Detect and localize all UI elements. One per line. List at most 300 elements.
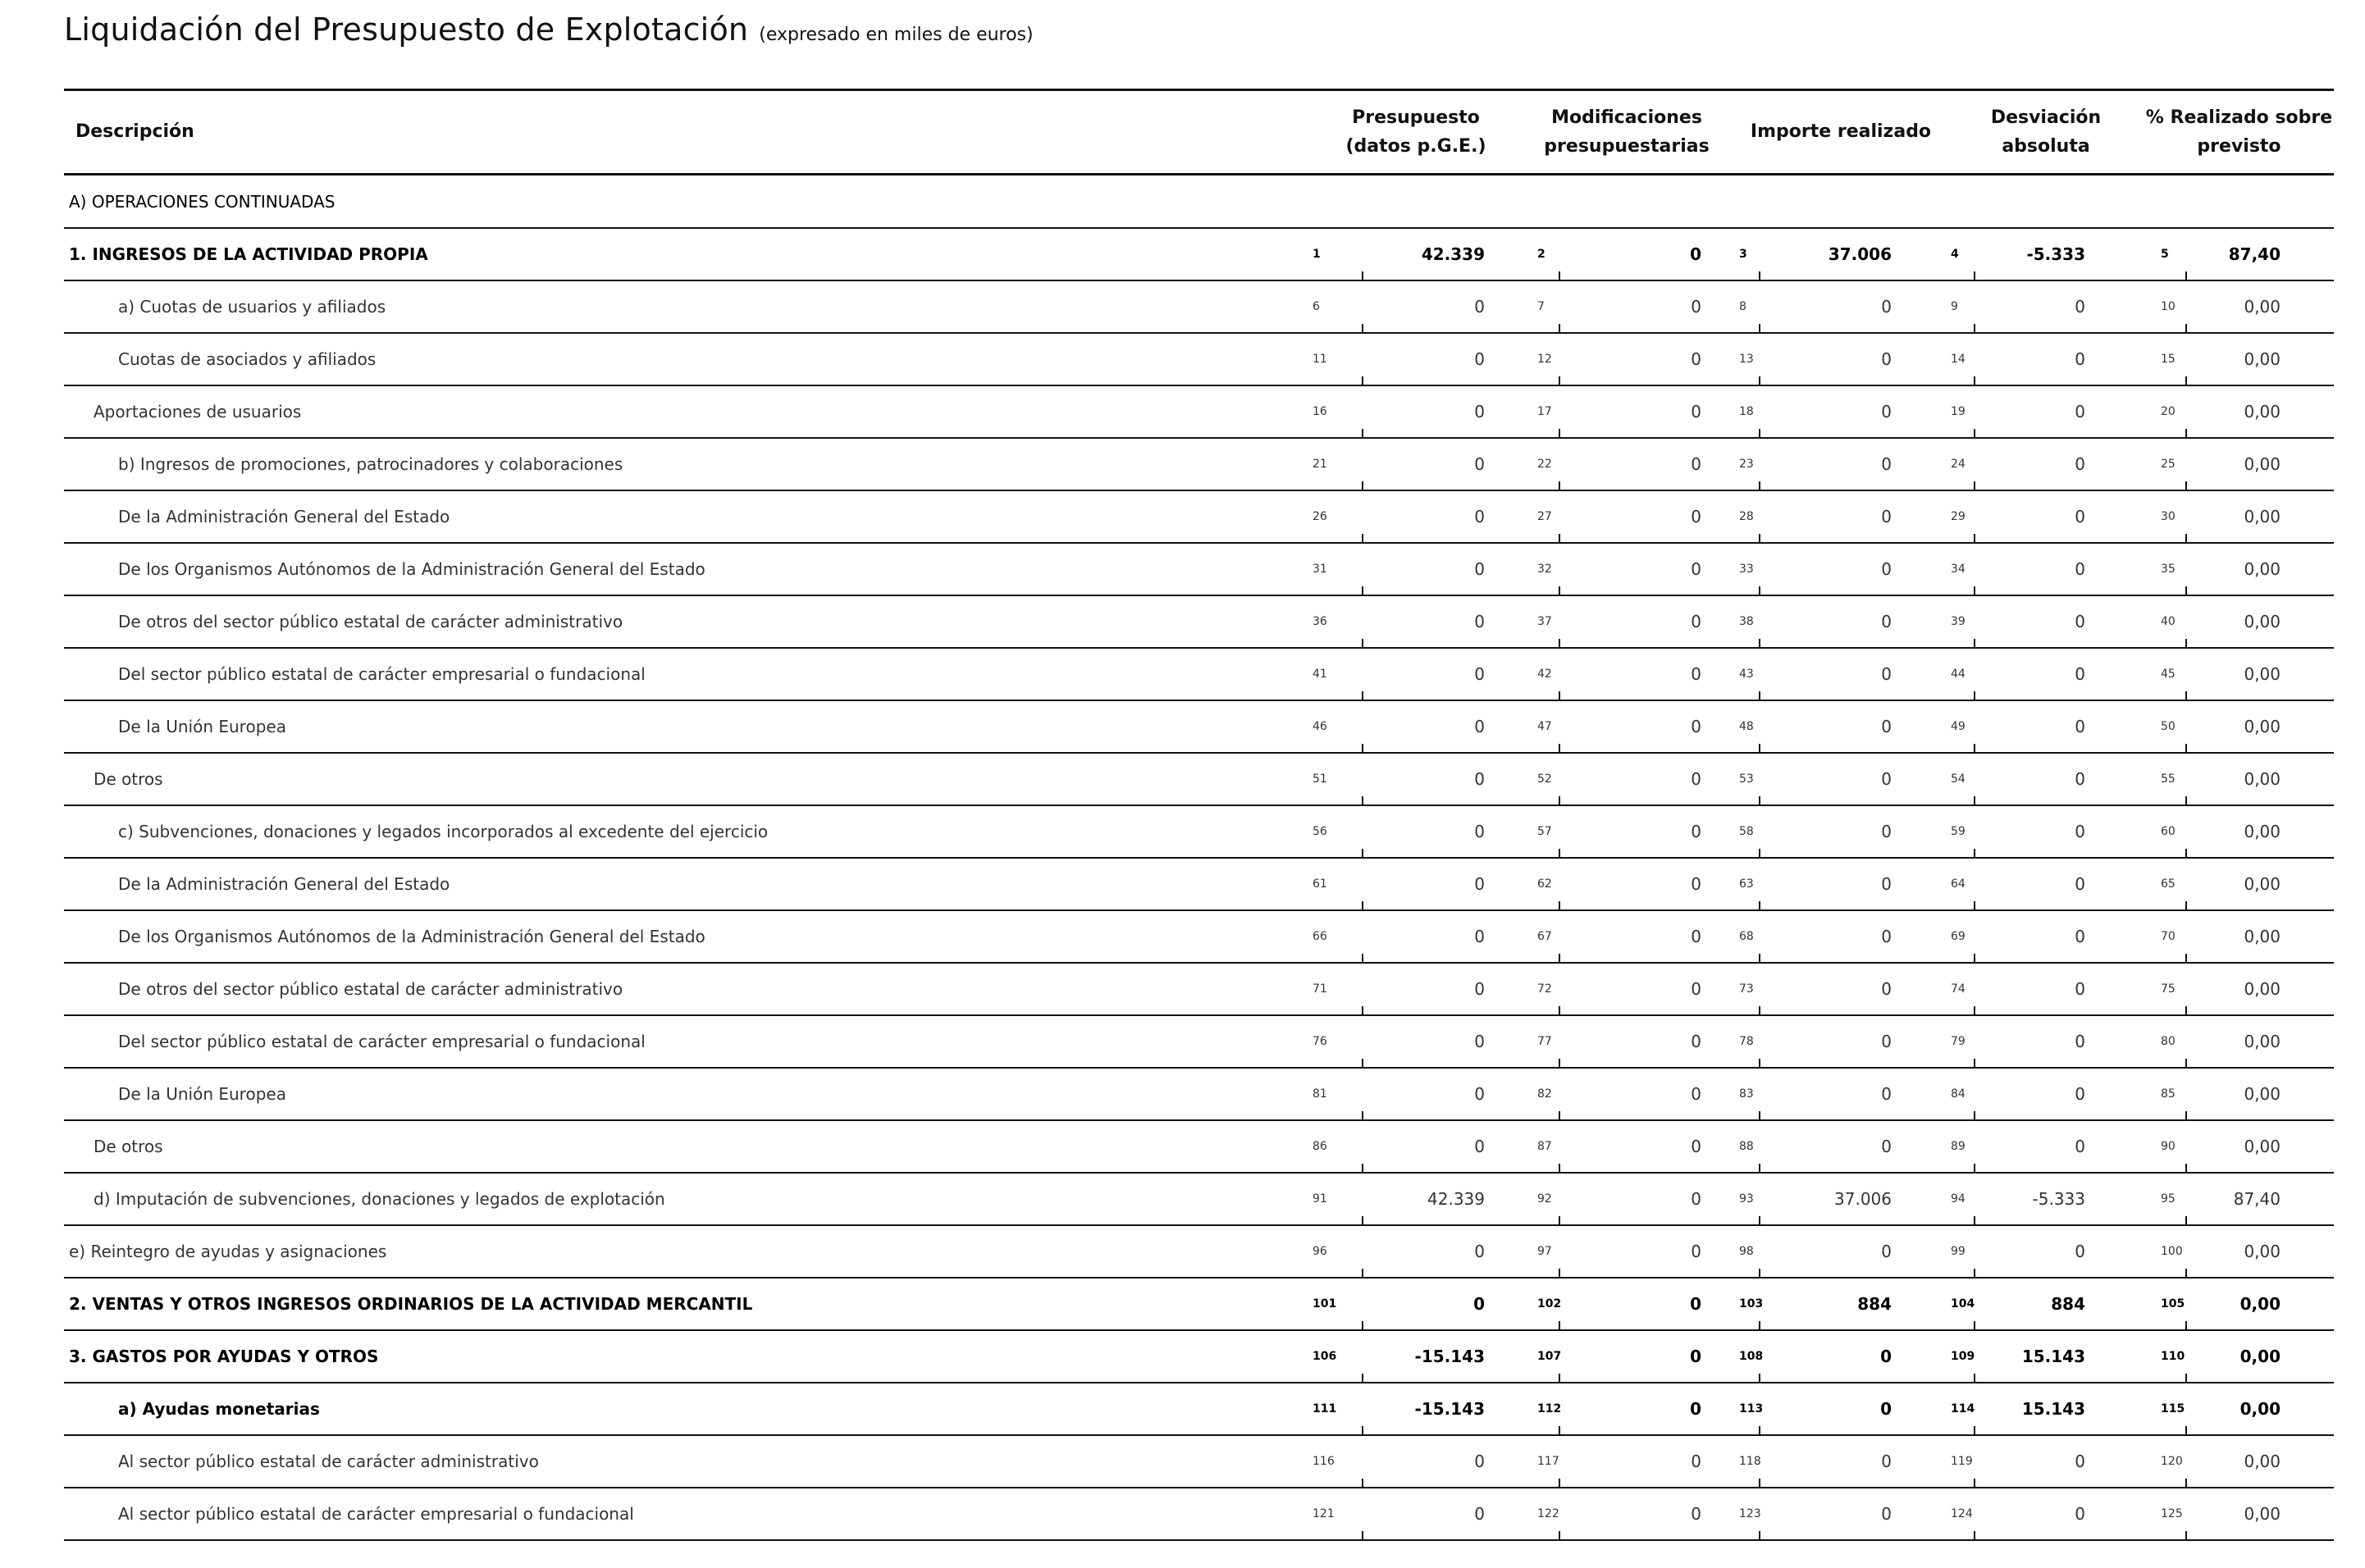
cell-value: 0 bbox=[1474, 1452, 1485, 1471]
cell-ref-number: 119 bbox=[1951, 1455, 1973, 1468]
cell-value: 0 bbox=[1474, 297, 1485, 317]
cell-value: 0 bbox=[1474, 507, 1485, 526]
cell-value: 0 bbox=[1881, 402, 1892, 422]
cell-ref-number: 26 bbox=[1313, 510, 1327, 523]
cell-divider bbox=[2185, 429, 2187, 439]
cell-value: 0 bbox=[2075, 454, 2085, 474]
cell-value: 0 bbox=[1474, 1084, 1485, 1104]
cell-value: 884 bbox=[2051, 1294, 2085, 1314]
cell-ref-number: 60 bbox=[2161, 825, 2176, 838]
cell-ref-number: 99 bbox=[1951, 1245, 1966, 1258]
cell-value: 0 bbox=[1691, 1084, 1701, 1104]
row-description: 3. GASTOS POR AYUDAS Y OTROS bbox=[69, 1347, 379, 1366]
cell-value: 0 bbox=[1474, 559, 1485, 579]
cell-ref-number: 124 bbox=[1951, 1507, 1973, 1520]
cell-divider bbox=[1559, 901, 1560, 911]
header-pct bbox=[2144, 91, 2334, 173]
table-row bbox=[64, 754, 2334, 806]
table-row bbox=[64, 964, 2334, 1016]
cell-divider bbox=[1759, 639, 1760, 649]
cell-divider bbox=[1759, 324, 1760, 334]
cell-divider bbox=[1559, 324, 1560, 334]
cell-value: 0 bbox=[1691, 559, 1701, 579]
table-row bbox=[64, 1279, 2334, 1331]
cell-ref-number: 78 bbox=[1739, 1035, 1754, 1048]
cell-ref-number: 93 bbox=[1739, 1192, 1754, 1206]
cell-ref-number: 47 bbox=[1537, 720, 1552, 733]
cell-divider bbox=[1362, 796, 1363, 806]
cell-ref-number: 38 bbox=[1739, 615, 1754, 628]
cell-value: 0 bbox=[1881, 507, 1892, 526]
cell-divider bbox=[1974, 429, 1975, 439]
cell-ref-number: 55 bbox=[2161, 773, 2176, 786]
cell-divider bbox=[1759, 1426, 1760, 1436]
cell-value: 0 bbox=[1474, 1242, 1485, 1261]
cell-ref-number: 44 bbox=[1951, 668, 1966, 681]
cell-value: 0 bbox=[1881, 1084, 1892, 1104]
cell-ref-number: 109 bbox=[1951, 1350, 1975, 1363]
cell-value: 37.006 bbox=[1834, 1189, 1892, 1209]
cell-divider bbox=[1974, 796, 1975, 806]
cell-ref-number: 33 bbox=[1739, 563, 1754, 576]
cell-divider bbox=[2185, 1111, 2187, 1121]
row-description: a) Ayudas monetarias bbox=[118, 1399, 320, 1419]
cell-ref-number: 98 bbox=[1739, 1245, 1754, 1258]
cell-value: 0 bbox=[1474, 769, 1485, 789]
cell-divider bbox=[1974, 1269, 1975, 1279]
cell-value: 0,00 bbox=[2244, 507, 2281, 526]
cell-divider bbox=[1759, 1269, 1760, 1279]
cell-value: 0,00 bbox=[2244, 979, 2281, 999]
table-row bbox=[64, 1331, 2334, 1383]
table-row bbox=[64, 649, 2334, 701]
cell-ref-number: 5 bbox=[2161, 248, 2169, 261]
cell-value: 0 bbox=[1881, 349, 1892, 369]
table-row bbox=[64, 176, 2334, 229]
cell-divider bbox=[2185, 744, 2187, 754]
cell-ref-number: 105 bbox=[2161, 1297, 2185, 1310]
cell-ref-number: 57 bbox=[1537, 825, 1552, 838]
cell-ref-number: 39 bbox=[1951, 615, 1966, 628]
cell-ref-number: 115 bbox=[2161, 1402, 2185, 1415]
cell-ref-number: 117 bbox=[1537, 1455, 1559, 1468]
cell-ref-number: 58 bbox=[1739, 825, 1754, 838]
cell-ref-number: 6 bbox=[1313, 300, 1320, 313]
cell-value: 0,00 bbox=[2244, 1084, 2281, 1104]
cell-divider bbox=[1759, 1531, 1760, 1541]
cell-divider bbox=[1362, 1216, 1363, 1226]
cell-divider bbox=[1362, 1164, 1363, 1174]
cell-value: 0 bbox=[1881, 927, 1892, 946]
cell-divider bbox=[1974, 1006, 1975, 1016]
cell-value: 87,40 bbox=[2228, 244, 2281, 264]
cell-value: 0 bbox=[2075, 822, 2085, 841]
cell-divider bbox=[1759, 481, 1760, 491]
table-row bbox=[64, 1069, 2334, 1121]
cell-value: 0,00 bbox=[2244, 874, 2281, 894]
cell-value: 0 bbox=[1691, 507, 1701, 526]
cell-value: 0 bbox=[1691, 927, 1701, 946]
cell-divider bbox=[1362, 691, 1363, 701]
cell-ref-number: 45 bbox=[2161, 668, 2176, 681]
cell-value: 0 bbox=[2075, 927, 2085, 946]
table-row bbox=[64, 544, 2334, 596]
cell-divider bbox=[1362, 271, 1363, 281]
cell-divider bbox=[1974, 691, 1975, 701]
cell-divider bbox=[1974, 901, 1975, 911]
cell-divider bbox=[2185, 1269, 2187, 1279]
cell-divider bbox=[1974, 1059, 1975, 1069]
cell-ref-number: 125 bbox=[2161, 1507, 2183, 1520]
cell-divider bbox=[2185, 639, 2187, 649]
cell-divider bbox=[1362, 586, 1363, 596]
cell-value: 0 bbox=[2075, 717, 2085, 736]
cell-divider bbox=[1759, 271, 1760, 281]
cell-ref-number: 67 bbox=[1537, 930, 1552, 943]
row-description: Del sector público estatal de carácter empresarial o fundacional bbox=[118, 664, 646, 684]
row-description: De otros del sector público estatal de carácter administrativo bbox=[118, 612, 623, 631]
cell-value: 0 bbox=[1691, 402, 1701, 422]
cell-value: 0,00 bbox=[2244, 454, 2281, 474]
cell-ref-number: 43 bbox=[1739, 668, 1754, 681]
table-row bbox=[64, 1121, 2334, 1174]
cell-divider bbox=[1559, 429, 1560, 439]
cell-value: 0,00 bbox=[2244, 1504, 2281, 1524]
cell-ref-number: 111 bbox=[1313, 1402, 1337, 1415]
cell-ref-number: 32 bbox=[1537, 563, 1552, 576]
cell-ref-number: 64 bbox=[1951, 877, 1966, 891]
title-subtitle: (expresado en miles de euros) bbox=[759, 25, 1034, 45]
cell-ref-number: 104 bbox=[1951, 1297, 1975, 1310]
cell-value: 0 bbox=[1691, 1242, 1701, 1261]
cell-ref-number: 81 bbox=[1313, 1087, 1327, 1101]
cell-value: 0 bbox=[1691, 454, 1701, 474]
cell-divider bbox=[1974, 954, 1975, 964]
cell-divider bbox=[1559, 534, 1560, 544]
cell-ref-number: 30 bbox=[2161, 510, 2176, 523]
row-description: De la Unión Europea bbox=[118, 717, 286, 736]
cell-divider bbox=[1759, 1111, 1760, 1121]
cell-ref-number: 34 bbox=[1951, 563, 1966, 576]
cell-ref-number: 122 bbox=[1537, 1507, 1559, 1520]
cell-ref-number: 76 bbox=[1313, 1035, 1327, 1048]
row-description: Al sector público estatal de carácter empresarial o fundacional bbox=[118, 1504, 634, 1524]
row-description: Cuotas de asociados y afiliados bbox=[118, 349, 377, 369]
table-row bbox=[64, 491, 2334, 544]
cell-ref-number: 65 bbox=[2161, 877, 2176, 891]
cell-value: 0 bbox=[1881, 1242, 1892, 1261]
cell-divider bbox=[1759, 744, 1760, 754]
table-row bbox=[64, 281, 2334, 334]
cell-divider bbox=[1362, 1059, 1363, 1069]
cell-divider bbox=[1362, 901, 1363, 911]
cell-divider bbox=[1974, 849, 1975, 859]
table-row bbox=[64, 439, 2334, 491]
cell-divider bbox=[1759, 376, 1760, 386]
cell-divider bbox=[2185, 901, 2187, 911]
cell-ref-number: 94 bbox=[1951, 1192, 1966, 1206]
cell-ref-number: 8 bbox=[1739, 300, 1746, 313]
cell-divider bbox=[1974, 1479, 1975, 1488]
cell-ref-number: 72 bbox=[1537, 982, 1552, 996]
cell-divider bbox=[1974, 639, 1975, 649]
cell-divider bbox=[1559, 1321, 1560, 1331]
cell-value: 0 bbox=[1691, 769, 1701, 789]
cell-divider bbox=[1559, 271, 1560, 281]
cell-divider bbox=[1974, 1164, 1975, 1174]
cell-divider bbox=[1759, 429, 1760, 439]
cell-value: 0 bbox=[2075, 1504, 2085, 1524]
cell-ref-number: 92 bbox=[1537, 1192, 1552, 1206]
cell-value: 0 bbox=[1474, 979, 1485, 999]
cell-divider bbox=[1759, 534, 1760, 544]
cell-ref-number: 121 bbox=[1313, 1507, 1335, 1520]
row-description: c) Subvenciones, donaciones y legados incorporados al excedente del ejercicio bbox=[118, 822, 769, 841]
cell-ref-number: 10 bbox=[2161, 300, 2176, 313]
cell-divider bbox=[2185, 1426, 2187, 1436]
cell-divider bbox=[2185, 1531, 2187, 1541]
cell-divider bbox=[1974, 744, 1975, 754]
cell-ref-number: 82 bbox=[1537, 1087, 1552, 1101]
cell-ref-number: 36 bbox=[1313, 615, 1327, 628]
cell-ref-number: 97 bbox=[1537, 1245, 1552, 1258]
table-row bbox=[64, 1174, 2334, 1226]
cell-ref-number: 96 bbox=[1313, 1245, 1327, 1258]
row-description: a) Cuotas de usuarios y afiliados bbox=[118, 297, 386, 317]
cell-divider bbox=[1362, 1006, 1363, 1016]
cell-value: 0,00 bbox=[2244, 612, 2281, 631]
cell-value: 0 bbox=[2075, 612, 2085, 631]
cell-ref-number: 31 bbox=[1313, 563, 1327, 576]
cell-ref-number: 27 bbox=[1537, 510, 1552, 523]
cell-ref-number: 61 bbox=[1313, 877, 1327, 891]
cell-divider bbox=[1559, 1006, 1560, 1016]
row-description: De la Unión Europea bbox=[118, 1084, 286, 1104]
header-pct-line2: previsto bbox=[2197, 136, 2281, 157]
cell-ref-number: 70 bbox=[2161, 930, 2176, 943]
table-row bbox=[64, 1016, 2334, 1069]
header-modif-line2: presupuestarias bbox=[1544, 136, 1710, 157]
cell-value: 0,00 bbox=[2244, 559, 2281, 579]
cell-ref-number: 91 bbox=[1313, 1192, 1327, 1206]
cell-divider bbox=[1974, 1531, 1975, 1541]
cell-value: 0 bbox=[2075, 1452, 2085, 1471]
cell-ref-number: 29 bbox=[1951, 510, 1966, 523]
cell-ref-number: 56 bbox=[1313, 825, 1327, 838]
cell-ref-number: 66 bbox=[1313, 930, 1327, 943]
cell-divider bbox=[1759, 796, 1760, 806]
header-modificaciones bbox=[1519, 91, 1734, 173]
cell-ref-number: 110 bbox=[2161, 1350, 2185, 1363]
cell-value: 0,00 bbox=[2244, 297, 2281, 317]
cell-divider bbox=[1559, 1059, 1560, 1069]
cell-value: 0 bbox=[1691, 1504, 1701, 1524]
cell-divider bbox=[2185, 481, 2187, 491]
cell-ref-number: 40 bbox=[2161, 615, 2176, 628]
cell-ref-number: 103 bbox=[1739, 1297, 1764, 1310]
cell-ref-number: 18 bbox=[1739, 405, 1754, 418]
cell-divider bbox=[1362, 534, 1363, 544]
cell-divider bbox=[1559, 1426, 1560, 1436]
cell-value: 0 bbox=[1881, 612, 1892, 631]
cell-ref-number: 21 bbox=[1313, 458, 1327, 471]
cell-ref-number: 95 bbox=[2161, 1192, 2176, 1206]
cell-value: 0 bbox=[2075, 402, 2085, 422]
header-desv-line1: Desviación bbox=[1990, 107, 2102, 128]
cell-divider bbox=[2185, 1374, 2187, 1383]
cell-divider bbox=[2185, 1006, 2187, 1016]
cell-divider bbox=[1759, 901, 1760, 911]
row-description: Aportaciones de usuarios bbox=[94, 402, 302, 422]
cell-value: 0,00 bbox=[2244, 822, 2281, 841]
cell-ref-number: 28 bbox=[1739, 510, 1754, 523]
cell-ref-number: 48 bbox=[1739, 720, 1754, 733]
cell-ref-number: 11 bbox=[1313, 353, 1327, 366]
cell-ref-number: 113 bbox=[1739, 1402, 1764, 1415]
cell-divider bbox=[1362, 1374, 1363, 1383]
cell-value: 15.143 bbox=[2021, 1347, 2085, 1366]
cell-divider bbox=[2185, 376, 2187, 386]
cell-ref-number: 42 bbox=[1537, 668, 1552, 681]
cell-value: 0 bbox=[1691, 297, 1701, 317]
cell-value: 0 bbox=[2075, 979, 2085, 999]
row-description: 2. VENTAS Y OTROS INGRESOS ORDINARIOS DE LA ACTIVIDAD MERCANTIL bbox=[69, 1294, 753, 1314]
cell-value: 0 bbox=[1881, 979, 1892, 999]
table-row bbox=[64, 1383, 2334, 1436]
row-description: De otros del sector público estatal de carácter administrativo bbox=[118, 979, 623, 999]
cell-divider bbox=[2185, 324, 2187, 334]
cell-divider bbox=[2185, 1479, 2187, 1488]
cell-divider bbox=[1974, 271, 1975, 281]
cell-divider bbox=[2185, 954, 2187, 964]
cell-divider bbox=[1759, 1164, 1760, 1174]
cell-value: 0 bbox=[1691, 874, 1701, 894]
cell-divider bbox=[1559, 954, 1560, 964]
cell-ref-number: 1 bbox=[1313, 248, 1321, 261]
cell-divider bbox=[1362, 1426, 1363, 1436]
cell-value: -5.333 bbox=[2032, 1189, 2085, 1209]
cell-value: 0,00 bbox=[2244, 402, 2281, 422]
cell-ref-number: 114 bbox=[1951, 1402, 1975, 1415]
cell-value: 0 bbox=[1691, 1137, 1701, 1156]
page-title bbox=[64, 11, 1034, 48]
cell-value: 0 bbox=[1474, 664, 1485, 684]
cell-value: 0 bbox=[1474, 1032, 1485, 1051]
cell-value: 0 bbox=[2075, 664, 2085, 684]
cell-value: 0 bbox=[1881, 664, 1892, 684]
row-description: Al sector público estatal de carácter administrativo bbox=[118, 1452, 539, 1471]
cell-value: 0 bbox=[2075, 297, 2085, 317]
cell-value: 0 bbox=[1474, 717, 1485, 736]
cell-divider bbox=[2185, 586, 2187, 596]
cell-value: 0 bbox=[2075, 874, 2085, 894]
cell-value: 0 bbox=[1881, 717, 1892, 736]
cell-ref-number: 89 bbox=[1951, 1140, 1966, 1153]
cell-value: 0 bbox=[1690, 244, 1701, 264]
cell-value: 0 bbox=[1691, 979, 1701, 999]
cell-ref-number: 85 bbox=[2161, 1087, 2176, 1101]
cell-divider bbox=[1759, 1006, 1760, 1016]
cell-ref-number: 4 bbox=[1951, 248, 1959, 261]
cell-value: 0 bbox=[2075, 1242, 2085, 1261]
cell-value: 0,00 bbox=[2239, 1399, 2281, 1419]
cell-divider bbox=[1362, 1531, 1363, 1541]
cell-divider bbox=[1362, 1479, 1363, 1488]
cell-divider bbox=[1559, 586, 1560, 596]
cell-value: 0 bbox=[1881, 1452, 1892, 1471]
header-pct-line1: % Realizado sobre bbox=[2145, 107, 2333, 128]
cell-ref-number: 46 bbox=[1313, 720, 1327, 733]
cell-divider bbox=[1974, 376, 1975, 386]
row-description: Del sector público estatal de carácter empresarial o fundacional bbox=[118, 1032, 646, 1051]
cell-divider bbox=[1974, 534, 1975, 544]
cell-divider bbox=[1974, 1374, 1975, 1383]
cell-ref-number: 3 bbox=[1739, 248, 1747, 261]
cell-value: 0 bbox=[1881, 1137, 1892, 1156]
table-row bbox=[64, 386, 2334, 439]
cell-ref-number: 63 bbox=[1739, 877, 1754, 891]
cell-value: 0 bbox=[1881, 454, 1892, 474]
cell-ref-number: 100 bbox=[2161, 1245, 2183, 1258]
cell-value: 0 bbox=[2075, 1137, 2085, 1156]
row-description: De los Organismos Autónomos de la Administración General del Estado bbox=[118, 559, 705, 579]
cell-ref-number: 71 bbox=[1313, 982, 1327, 996]
cell-value: 0 bbox=[1690, 1347, 1701, 1366]
cell-ref-number: 7 bbox=[1537, 300, 1545, 313]
cell-value: 87,40 bbox=[2233, 1189, 2281, 1209]
cell-ref-number: 20 bbox=[2161, 405, 2176, 418]
cell-ref-number: 87 bbox=[1537, 1140, 1552, 1153]
cell-divider bbox=[1362, 429, 1363, 439]
cell-value: 0 bbox=[1691, 349, 1701, 369]
header-importe: Importe realizado bbox=[1750, 121, 1932, 143]
cell-value: 0,00 bbox=[2239, 1347, 2281, 1366]
cell-value: 0,00 bbox=[2244, 1452, 2281, 1471]
row-description: De otros bbox=[94, 769, 163, 789]
cell-divider bbox=[1559, 796, 1560, 806]
cell-value: 0,00 bbox=[2244, 769, 2281, 789]
cell-ref-number: 102 bbox=[1537, 1297, 1562, 1310]
cell-divider bbox=[2185, 1164, 2187, 1174]
header-descripcion: Descripción bbox=[75, 121, 194, 143]
cell-divider bbox=[1362, 324, 1363, 334]
cell-divider bbox=[1759, 1374, 1760, 1383]
cell-value: 0 bbox=[1473, 1294, 1485, 1314]
cell-divider bbox=[1759, 1321, 1760, 1331]
header-presupuesto-line1: Presupuesto bbox=[1352, 107, 1480, 128]
cell-value: 0 bbox=[1691, 822, 1701, 841]
cell-divider bbox=[1559, 691, 1560, 701]
table-row bbox=[64, 1488, 2334, 1541]
cell-divider bbox=[1559, 1216, 1560, 1226]
cell-value: 0 bbox=[2075, 559, 2085, 579]
cell-ref-number: 54 bbox=[1951, 773, 1966, 786]
cell-ref-number: 35 bbox=[2161, 563, 2176, 576]
cell-ref-number: 59 bbox=[1951, 825, 1966, 838]
cell-ref-number: 107 bbox=[1537, 1350, 1562, 1363]
cell-divider bbox=[1974, 1321, 1975, 1331]
cell-value: 0 bbox=[2075, 1032, 2085, 1051]
cell-divider bbox=[2185, 796, 2187, 806]
cell-ref-number: 75 bbox=[2161, 982, 2176, 996]
cell-value: 0 bbox=[1690, 1294, 1701, 1314]
cell-divider bbox=[2185, 1216, 2187, 1226]
cell-ref-number: 37 bbox=[1537, 615, 1552, 628]
cell-ref-number: 19 bbox=[1951, 405, 1966, 418]
cell-value: 0,00 bbox=[2244, 664, 2281, 684]
cell-divider bbox=[1362, 1111, 1363, 1121]
cell-value: 0 bbox=[1474, 822, 1485, 841]
